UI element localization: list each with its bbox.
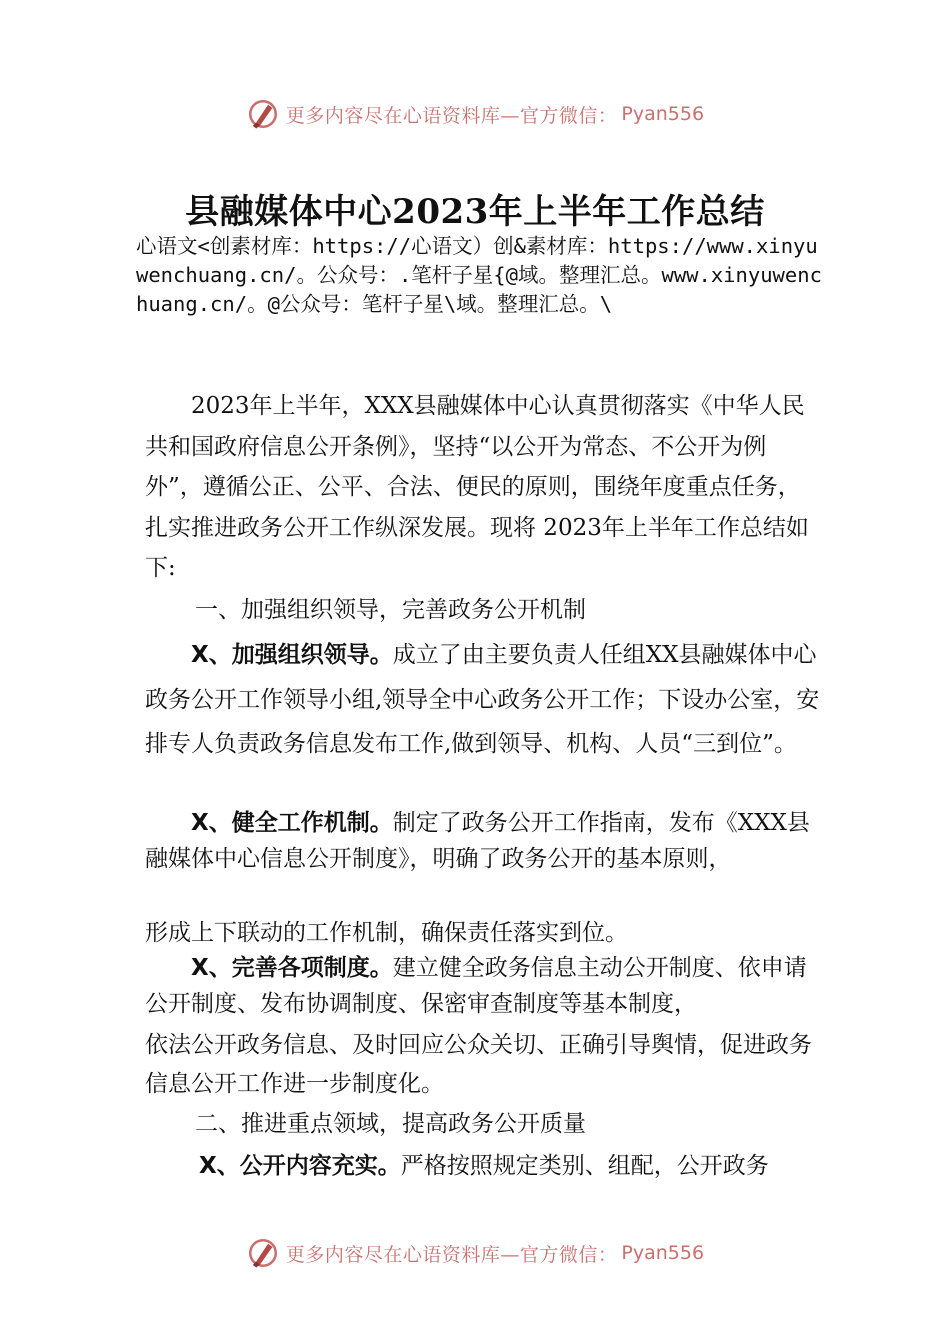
document-title: 县融媒体中心2023年上半年工作总结 [185,192,765,232]
source-note: 心语文<创素材库：https://心语文）创&素材库：https://www.xinyuwenchuang.cn/。公众号：.笔杆子星{@域。整理汇总。www.xinyuwenchuang.cn/。@公众号：笔杆子星\域。整理汇总。\ [136,234,822,316]
item-1-text: 成立了由主要负责人任组XX县融媒体中心政务公开工作领导小组,领导全中心政务公开工作；下设办公室，安排专人负责政务信息发布工作,做到领导、机构、人员“三到位”。 [145,642,820,757]
header-banner [0,94,950,134]
item-2-heading: X、健全工作机制。 [191,810,393,836]
banner-text: 更多内容尽在心语资料库—官方微信： [285,104,618,127]
item-3-text-b: 依法公开政务信息、及时回应公众关切、正确引导舆情，促进政务信息公开工作进一步制度化。 [145,1032,812,1097]
body-intro [145,386,821,589]
item-3 [145,951,821,1022]
banner-wechat-id: Pyan556 [621,103,705,125]
item-1 [145,633,821,767]
banner-wechat-id: Pyan556 [621,1242,705,1264]
item-3-heading: X、完善各项制度。 [191,955,393,981]
item-4-text: 严格按照规定类别、组配，公开政务 [400,1153,769,1179]
item-3-paragraph [145,951,821,1022]
item-1-paragraph [145,633,821,767]
item-4 [145,1146,821,1186]
footer-banner [0,1233,950,1273]
section-1 [145,590,821,630]
item-2 [145,806,821,877]
pen-nib-logo-icon [246,97,280,131]
item-3-text-a: 建立健全政务信息主动公开制度、依申请公开制度、发布协调制度、保密审查制度等基本制度， [145,955,807,1017]
section-2-heading: 二、推进重点领域，提高政务公开质量 [195,1111,586,1137]
item-3-continued [145,1026,821,1103]
item-4-paragraph [145,1146,821,1186]
intro-paragraph: 2023年上半年，XXX县融媒体中心认真贯彻落实《中华人民共和国政府信息公开条例》，坚持“以公开为常态、不公开为例外”，遵循公正、公平、合法、便民的原则，围绕年度重点任务，扎实推进政务公开工作纵深发展。现将 2023年上半年工作总结如下: [145,393,809,581]
item-4-heading: X、公开内容充实。 [199,1153,401,1179]
banner-text: 更多内容尽在心语资料库—官方微信： [285,1243,618,1266]
item-2-paragraph [145,806,821,877]
pen-nib-logo-icon [246,1236,280,1270]
item-2-text-a: 制定了政务公开工作指南，发布《XXX县融媒体中心信息公开制度》，明确了政务公开的基本原则， [145,810,810,872]
section-2 [145,1104,821,1144]
item-2-continued [145,916,821,951]
section-1-heading: 一、加强组织领导，完善政务公开机制 [195,597,586,623]
item-2-text-b: 形成上下联动的工作机制，确保责任落实到位。 [145,920,628,946]
item-1-heading: X、加强组织领导。 [191,642,393,668]
